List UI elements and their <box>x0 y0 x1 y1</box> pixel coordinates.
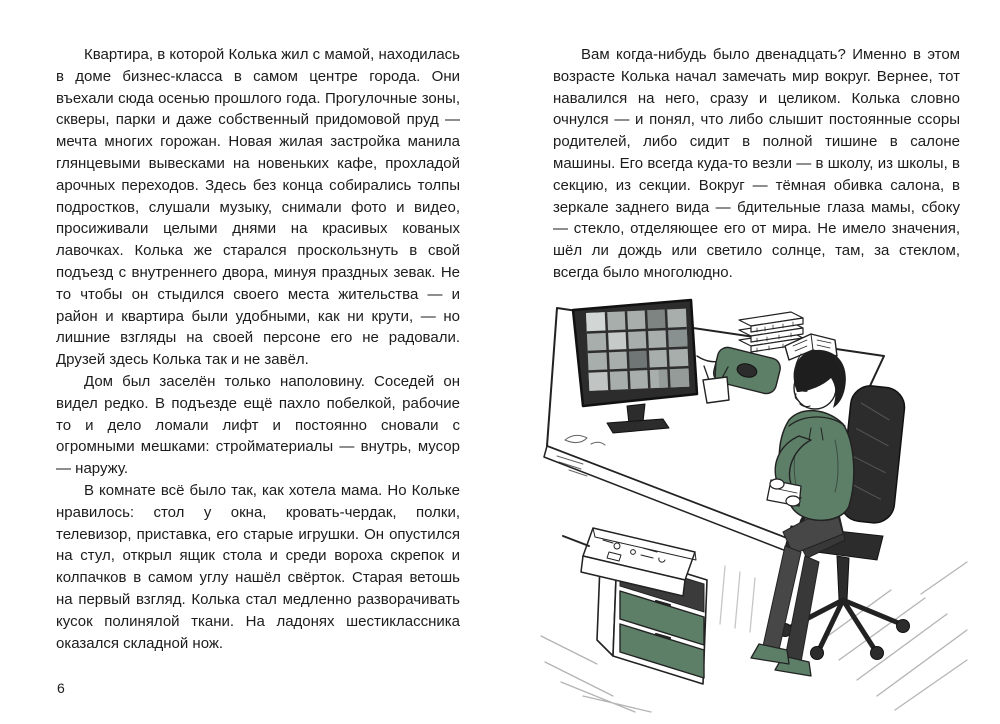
screen-photo-grid <box>586 308 689 390</box>
slipper <box>751 644 789 664</box>
page-number: 6 <box>57 680 65 696</box>
paragraph: Квартира, в которой Колька жил с мамой, находилась в доме бизнес-класса в самом центре города. Они въехали сюда осенью прошлого года. Прогулочные зоны, скверы, парки и даже собственный придомовой пруд — мечта многих горожан. Новая жилая застройка манила глянцевыми вывесками на новеньких кафе, прохладой арочных переходов. Здесь без конца собирались толпы подростков, слушали музыку, снимали фото и видео, просиживали целыми днями на красивых кованых лавочках. Колька же старался проскользнуть в свой подъезд с внутреннего двора, минуя праздных зевак. Не то чтобы он стыдился своего места жительства — и район и квартира были удобными, как ни крути, — но лишние взгляды на своей персоне его не радовали. Друзей здесь Колька так и не завёл. <box>56 46 460 369</box>
hand <box>770 479 784 489</box>
pencil-in-drawer <box>563 536 589 546</box>
paragraph: В комнате всё было так, как хотела мама. Но Кольке нравилось: стол у окна, кровать-чердак, полки, телевизор, приставка, его старые игрушки. Он опустился на стул, открыл ящик стола и среди вороха скрепок и колпачков в самом углу нашёл свёрток. Старая ветошь на первый взгляд. Колька стал медленно разворачивать кусок полинялой ткани. На ладонях шестиклассника оказался складной нож. <box>56 481 460 652</box>
paragraph: Вам когда-нибудь было двенадцать? Именно в этом возрасте Колька начал замечать мир вокруг. Вернее, тот навалился на него, сразу и целиком. Колька словно очнулся — и понял, что либо слышит постоянные ссоры родителей, либо сидит в полной тишине в салоне машины. Его всегда куда-то везли — в школу, из школы, в секцию, из секции. Вокруг — тёмная обивка салона, в зеркале заднего вида — бдительные глаза мамы, сбоку — стекло, отделяющее его от мира. Не имело значения, шёл ли дождь или светило солнце, там, за стеклом, всегда было многолюдно. <box>553 46 960 281</box>
left-page-text-column <box>56 44 460 654</box>
hand <box>786 496 800 506</box>
illustration-boy-at-desk <box>539 294 969 714</box>
paragraph: Дом был заселён только наполовину. Соседей он видел редко. В подъезде ещё пахло побелкой, рабочие то и дело ломали лифт и постоянно сновали с огромными мешками: стройматериалы — внутрь, мусор — наружу. <box>56 372 460 478</box>
chair-column <box>837 556 849 600</box>
right-page-text-column <box>553 44 960 714</box>
